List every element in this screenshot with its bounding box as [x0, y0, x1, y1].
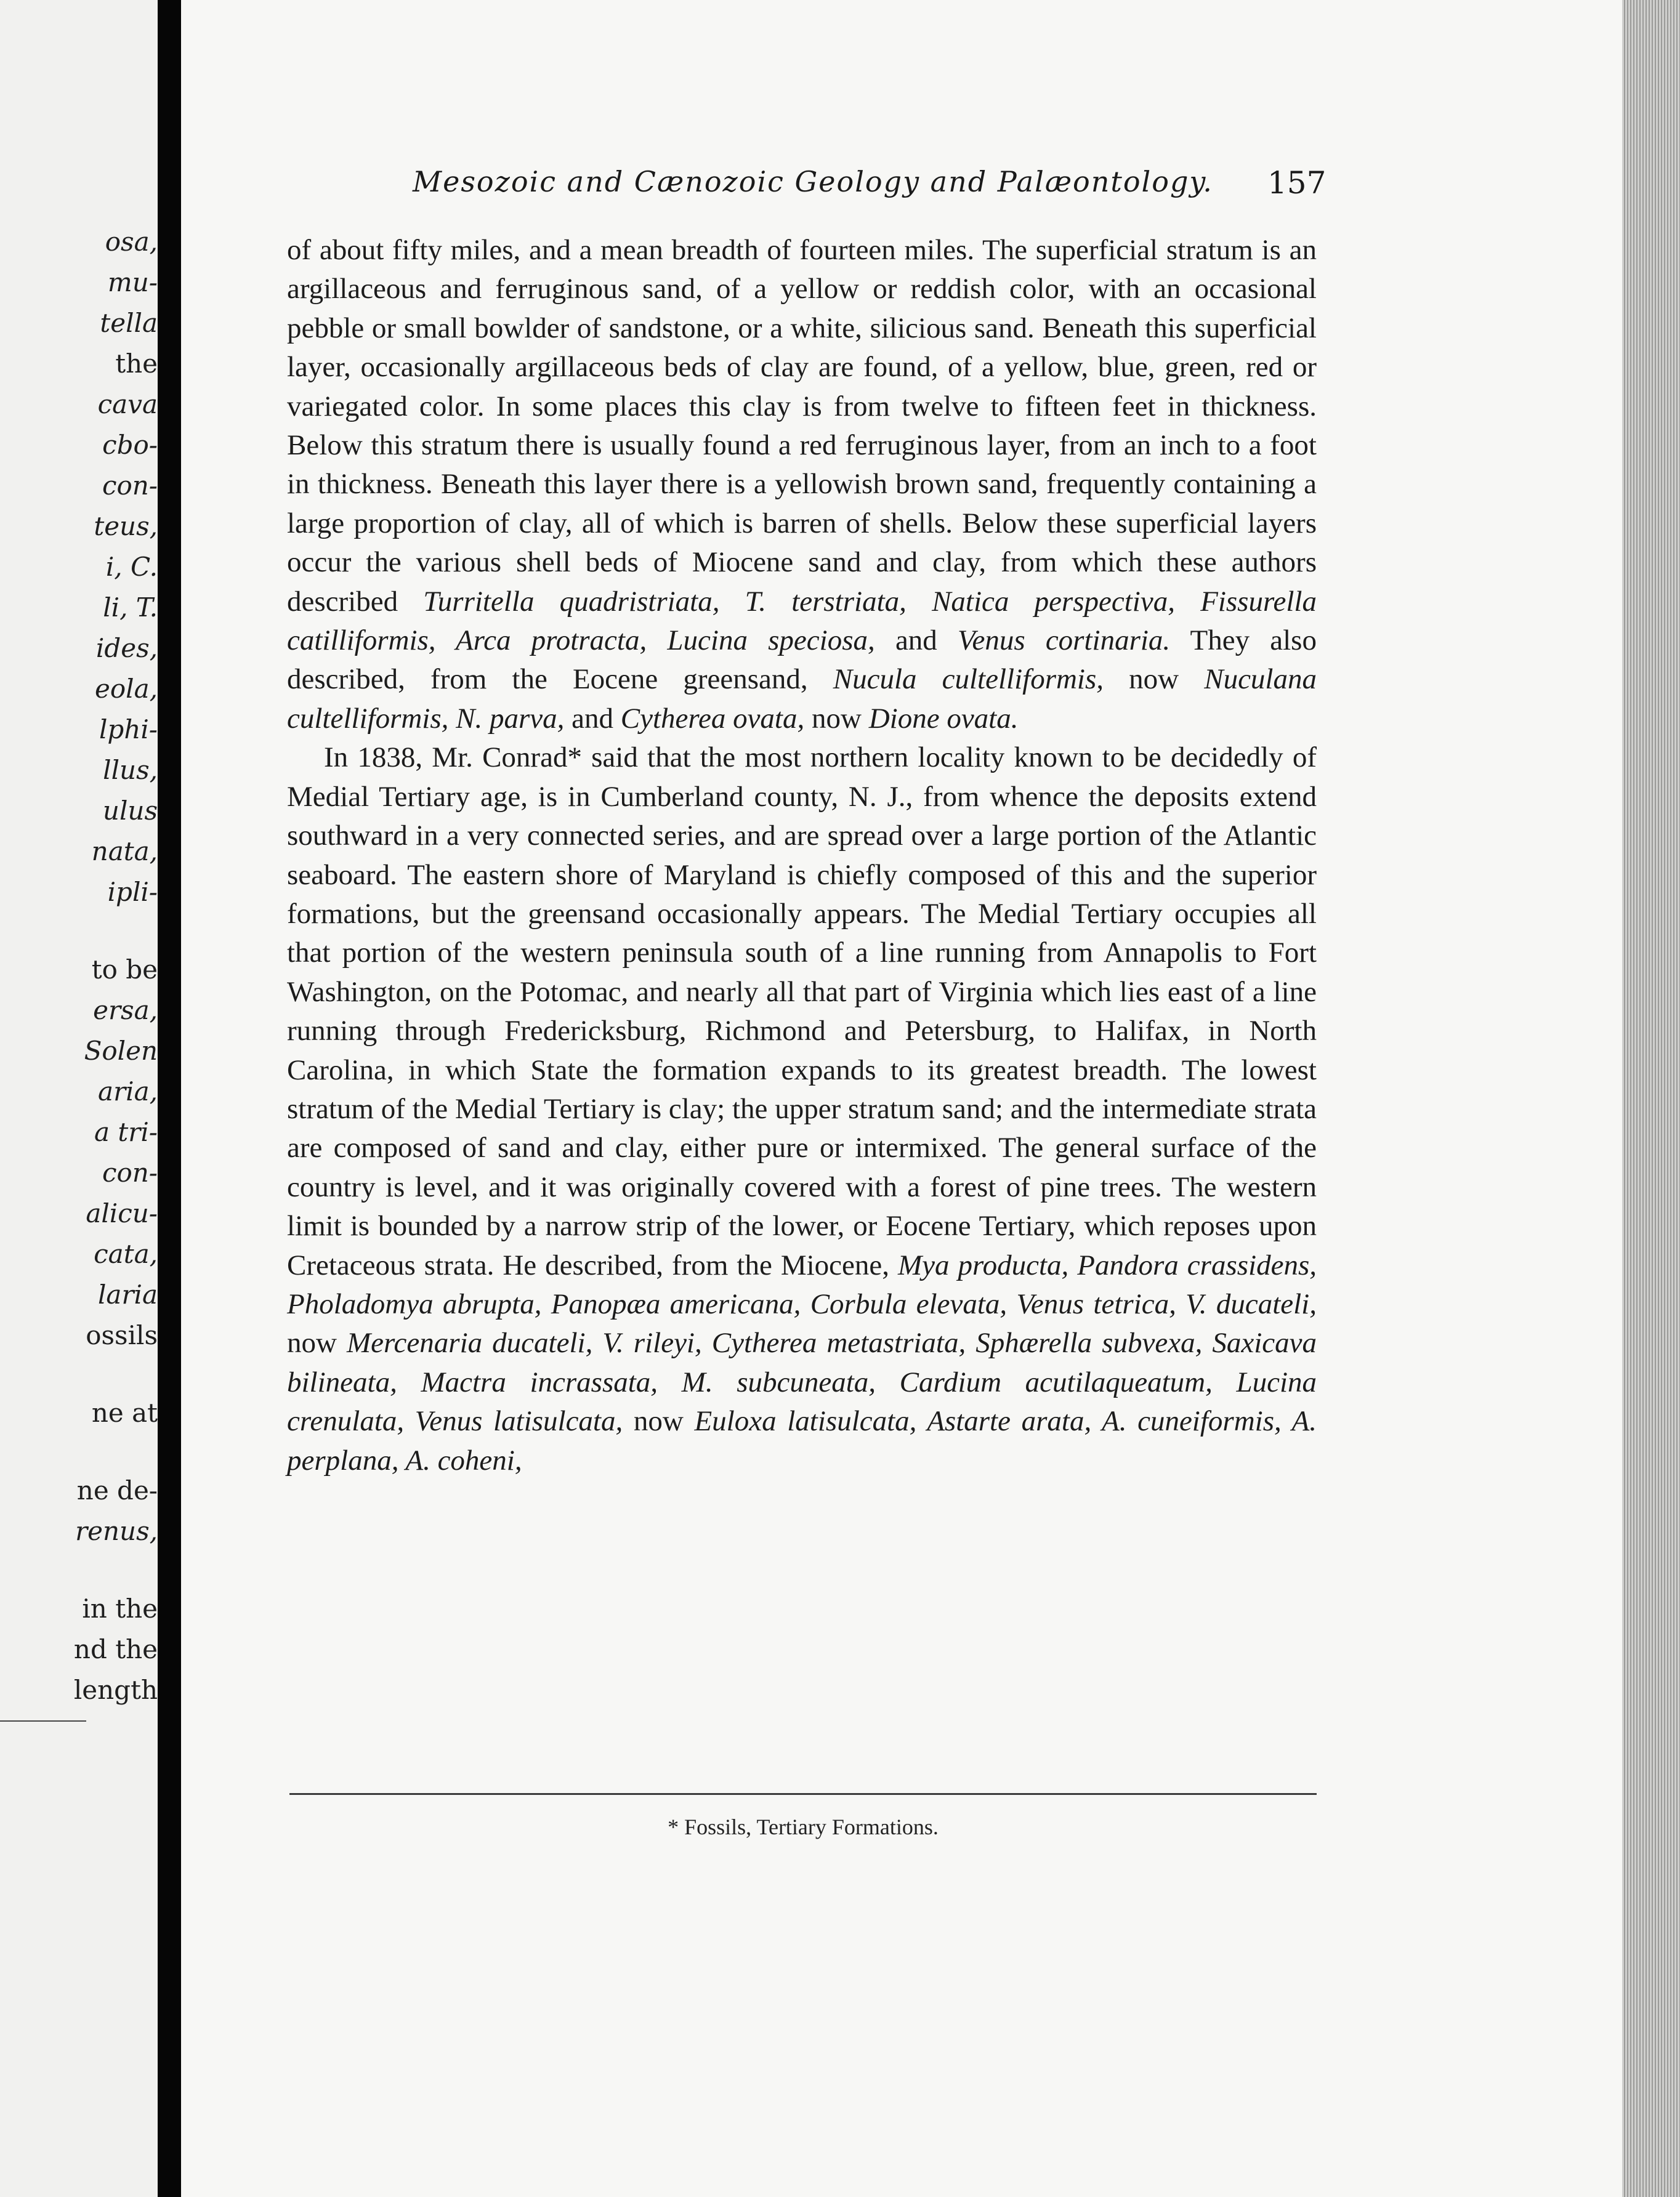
left-fragment: the — [115, 349, 158, 379]
left-fragment: osa, — [105, 227, 158, 257]
left-fragment: cbo- — [102, 430, 158, 460]
paragraph — [287, 738, 1317, 1480]
left-page-edge — [0, 0, 158, 2197]
page-number: 157 — [1267, 165, 1327, 201]
book-gutter — [158, 0, 181, 2197]
left-fragment: teus, — [94, 511, 158, 541]
left-fragment: ipli- — [107, 877, 158, 907]
left-fragment: con- — [102, 1158, 158, 1188]
left-fragment: in the — [82, 1594, 158, 1624]
italic-run: Euloxa latisulcata, Astarte arata, A. cuneiformis, A. perplana, A. coheni, — [287, 1405, 1317, 1477]
left-fragment: tella — [100, 308, 158, 338]
left-fragment: renus, — [75, 1516, 158, 1546]
left-fragment: ossils — [86, 1320, 158, 1350]
left-fragment: a tri- — [94, 1117, 158, 1147]
text-run: now — [623, 1405, 695, 1438]
italic-run: Venus cortinaria. — [957, 624, 1171, 657]
italic-run: Dione ovata. — [868, 702, 1019, 735]
left-fragment: llus, — [103, 755, 158, 785]
left-fragment: nata, — [91, 836, 158, 866]
text-run: They also described, from the Eocene greensand, — [287, 624, 1317, 696]
italic-run: Mercenaria ducateli, V. rileyi, Cytherea metastriata, Sphærella subvexa, Saxicava bilineata, Mactra incrassata, M. subcuneata, Cardium acutilaqueatum, Lucina crenulata, Venus latisulcata, — [287, 1327, 1317, 1438]
text-run: now — [804, 702, 869, 735]
left-fragment: cava — [97, 389, 158, 419]
left-fragment: Solen — [84, 1036, 158, 1066]
left-fragment: i, C. — [105, 552, 158, 582]
left-fragment: laria — [97, 1280, 158, 1310]
left-fragment: alicu- — [86, 1198, 158, 1228]
footnote-rule — [289, 1793, 1317, 1795]
left-fragment: nd the — [73, 1634, 158, 1664]
left-fragment: ne de- — [76, 1475, 158, 1506]
body-text — [287, 231, 1317, 1480]
left-page-fragments — [10, 222, 158, 1711]
footnote: * Fossils, Tertiary Formations. — [668, 1815, 939, 1839]
left-fragment: lphi- — [99, 714, 158, 744]
left-fragment: con- — [102, 470, 158, 501]
text-run: and — [874, 624, 958, 657]
left-fragment: cata, — [94, 1239, 158, 1269]
italic-run: Nuculana cultelliformis, N. parva, — [287, 663, 1317, 735]
running-head: Mesozoic and Cænozoic Geology and Palæontology. — [413, 165, 1213, 198]
left-fragment: li, T. — [103, 592, 158, 623]
left-fragment: to be — [91, 954, 158, 985]
left-fragment: ne at — [91, 1398, 158, 1428]
left-fragment: ides, — [95, 633, 158, 663]
italic-run: Mya producta, Pandora crassidens, Pholadomya abrupta, Panopæa americana, Corbula elevata, Venus tetrica, V. ducateli, — [287, 1249, 1317, 1320]
left-fragment: mu- — [107, 267, 158, 297]
left-fragment: ulus — [102, 796, 158, 826]
paragraph — [287, 231, 1317, 738]
left-fragment: eola, — [95, 674, 158, 704]
left-footnote-rule — [0, 1720, 86, 1722]
left-fragment: ersa, — [93, 995, 158, 1025]
text-run: In 1838, Mr. Conrad* said that the most northern locality known to be decidedly of Medial Tertiary age, is in Cumberland county, N. J., from whence the deposits extend southward in a very connected series, and are spread over a large portion of the Atlantic seaboard. The eastern shore of Maryland is chiefly composed of this and the superior formations, but the greensand occasionally appears. The Medial Tertiary occupies all that portion of the western peninsula south of a line running from Annapolis to Fort Washington, on the Potomac, and nearly all that part of Virginia which lies east of a line running through Fredericksburg, Richmond and Petersburg, to Halifax, in North Carolina, in which State the formation expands to its greatest breadth. The lowest stratum of the Medial Tertiary is clay; the upper stratum sand; and the intermediate strata are composed of sand and clay, either pure or intermixed. The general surface of the country is level, and it was originally covered with a forest of pine trees. The western limit is bounded by a narrow strip of the lower, or Eocene Tertiary, which reposes upon Cretaceous strata. He described, from the Miocene, — [287, 741, 1317, 1281]
left-fragment: length — [73, 1675, 158, 1705]
text-run: of about fifty miles, and a mean breadth of fourteen miles. The superficial stratum is an argillaceous and ferruginous sand, of a yellow or reddish color, with an occasional pebble or small bowlder of sandstone, or a white, silicious sand. Beneath this superficial layer, occasionally argillaceous beds of clay are found, of a yellow, blue, green, red or variegated color. In some places this clay is from twelve to fifteen feet in thickness. Below this stratum there is usually found a red ferruginous layer, from an inch to a foot in thickness. Beneath this layer there is a yellowish brown sand, frequently containing a large proportion of clay, all of which is barren of shells. Below these superficial layers occur the various shell beds of Miocene sand and clay, from which these authors described — [287, 234, 1317, 618]
text-run: now — [1104, 663, 1205, 696]
text-run: and — [564, 702, 621, 735]
left-fragment: aria, — [98, 1076, 158, 1107]
italic-run: Nucula cultelliformis, — [833, 663, 1104, 696]
page-stack-edge — [1622, 0, 1680, 2197]
text-run: now — [287, 1327, 347, 1360]
italic-run: Cytherea ovata, — [620, 702, 805, 735]
italic-run: Turritella quadristriata, T. terstriata, Natica perspectiva, Fissurella catilliformis, Arca protracta, Lucina speciosa, — [287, 585, 1317, 657]
